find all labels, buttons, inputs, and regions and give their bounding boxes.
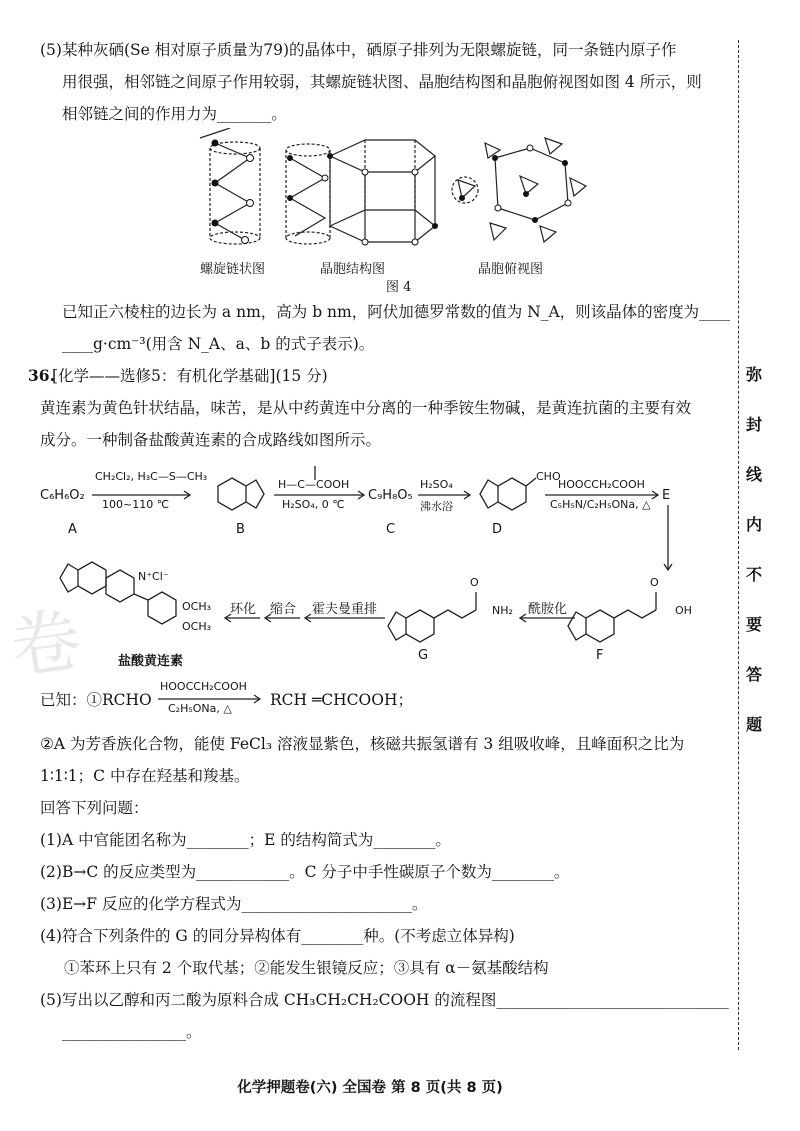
fig-label-helix: 螺旋链状图 (200, 262, 266, 277)
seal-char: 不 (745, 565, 762, 584)
seal-char: 封 (745, 415, 762, 434)
sub3: (3)E→F 反应的化学方程式为______________________。 (40, 895, 428, 913)
compound-F-label: F (596, 648, 604, 663)
compound-G-o: O (470, 576, 479, 589)
compound-G-nh2: NH₂ (492, 604, 513, 617)
compound-A-formula: C₆H₆O₂ (40, 488, 85, 503)
fig-caption: 图 4 (386, 280, 412, 295)
q36-number: 36. (28, 366, 55, 385)
sub4: (4)符合下列条件的 G 的同分异构体有________种。(不考虑立体异构) (40, 927, 515, 945)
crystal-figure (190, 128, 590, 258)
reagent4-bottom: C₅H₅N/C₂H₅ONa, △ (550, 498, 651, 511)
watermark: 卷 (5, 598, 87, 690)
step-cyclization: 环化 (230, 602, 257, 617)
q5-line5: ____g·cm⁻³(用含 N_A、a、b 的式子表示)。 (62, 335, 375, 353)
product-och3-1: OCH₃ (182, 600, 212, 613)
step-hofmann: 霍夫曼重排 (312, 602, 378, 617)
reagent1-top: CH₂Cl₂, H₃C—S—CH₃ (95, 470, 208, 483)
sub1: (1)A 中官能团名称为________；E 的结构简式为________。 (40, 831, 451, 849)
compound-E-label: E (662, 488, 671, 503)
compound-B-label: B (236, 522, 245, 537)
q36-header: [化学——选修5：有机化学基础](15 分) (52, 367, 328, 385)
q36-intro1: 黄连素为黄色针状结晶，味苦，是从中药黄连中分离的一种季铵生物碱，是黄连抗菌的主要有效 (40, 399, 692, 417)
ask: 回答下列问题： (40, 799, 149, 817)
compound-C-label: C (386, 522, 396, 537)
compound-F-o: O (650, 576, 659, 589)
known2-line1: ②A 为芳香族化合物，能使 FeCl₃ 溶液显紫色，核磁共振氢谱有 3 组吸收峰，且峰面积之比为 (40, 735, 685, 753)
seal-char: 答 (745, 665, 762, 684)
sub5-end: ________________。 (62, 1023, 202, 1041)
seal-char: 线 (745, 465, 762, 484)
known1-prefix: 已知：①RCHO (40, 691, 152, 709)
compound-C-formula: C₉H₈O₅ (368, 488, 413, 503)
known1-reagent-top: HOOCCH₂COOH (160, 680, 247, 693)
step-amidation: 酰胺化 (528, 602, 568, 617)
step-condensation: 缩合 (270, 602, 297, 617)
fig-label-cell: 晶胞结构图 (320, 262, 386, 277)
product-och3-2: OCH₃ (182, 620, 212, 633)
sub5: (5)写出以乙醇和丙二酸为原料合成 CH₃CH₂CH₂COOH 的流程图______________________________ (40, 991, 729, 1009)
q5-line2: 用很强，相邻链之间原子作用较弱，其螺旋链状图、晶胞结构图和晶胞俯视图如图 4 所示，则 (62, 73, 702, 91)
compound-D-label: D (492, 522, 503, 537)
reagent2-top: H—C—COOH (278, 478, 350, 491)
reagent1-bottom: 100~110 ℃ (102, 498, 170, 511)
seal-char: 题 (745, 715, 762, 734)
known2-line2: 1∶1∶1；C 中存在羟基和羧基。 (40, 767, 250, 785)
q5-line3: 相邻链之间的作用力为_______。 (62, 105, 287, 123)
compound-F-oh: OH (675, 604, 692, 617)
fig-label-topview: 晶胞俯视图 (478, 262, 544, 277)
known1-reagent-bottom: C₂H₅ONa, △ (168, 702, 232, 715)
reagent3-top: H₂SO₄ (420, 478, 453, 491)
q5-line1: (5)某种灰硒(Se 相对原子质量为79)的晶体中，硒原子排列为无限螺旋链，同一条链内原子作 (40, 41, 677, 59)
reagent3-bottom: 沸水浴 (420, 500, 453, 513)
reagent2-bottom: H₂SO₄, 0 ℃ (282, 498, 345, 511)
seal-char: 弥 (745, 365, 762, 384)
compound-D-cho: CHO (536, 470, 561, 483)
product-name: 盐酸黄连素 (118, 654, 184, 669)
q36-intro2: 成分。一种制备盐酸黄连素的合成路线如图所示。 (40, 431, 382, 449)
page-footer: 化学押题卷(六) 全国卷 第 8 页(共 8 页) (237, 1080, 503, 1096)
seal-char: 内 (745, 515, 762, 534)
q5-line4: 已知正六棱柱的边长为 a nm，高为 b nm，阿伏加德罗常数的值为 N_A，则该晶体的密度为____ (62, 303, 731, 321)
compound-G-label: G (418, 648, 429, 663)
product-ncl: N⁺Cl⁻ (138, 570, 169, 583)
compound-A-label: A (68, 522, 77, 537)
sub4-conditions: ①苯环上只有 2 个取代基；②能发生银镜反应；③具有 α－氨基酸结构 (64, 959, 549, 977)
seal-char: 要 (745, 615, 762, 634)
known1-product: RCH ═CHCOOH； (270, 691, 413, 709)
sub2: (2)B→C 的反应类型为____________。C 分子中手性碳原子个数为________。 (40, 863, 570, 881)
reagent4-top: HOOCCH₂COOH (558, 478, 645, 491)
